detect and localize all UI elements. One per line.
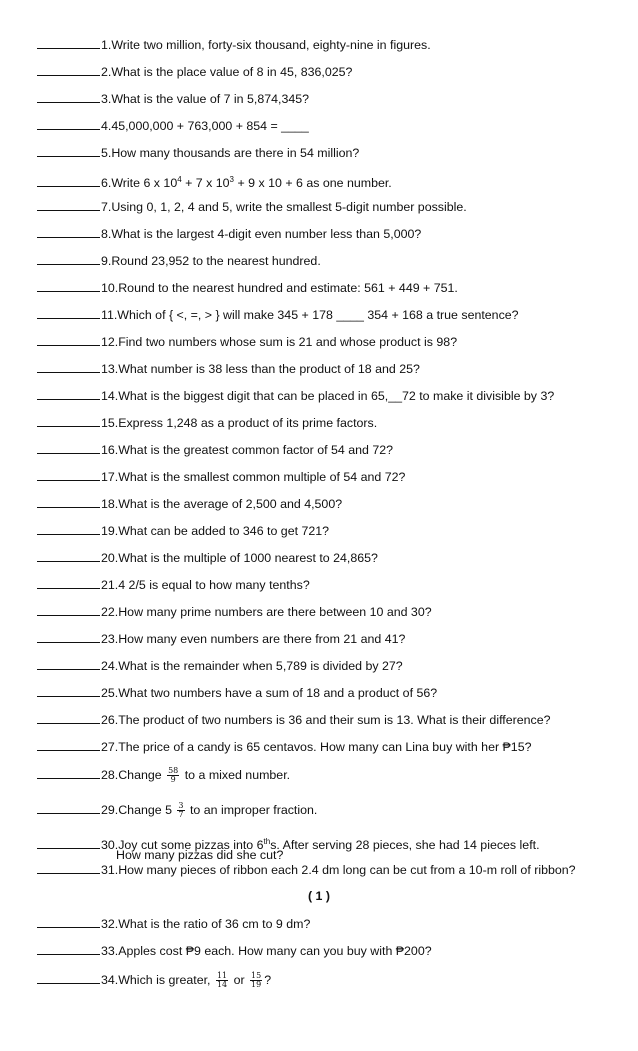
question-19: 19.What can be added to 346 to get 721? [37, 523, 329, 539]
question-11: 11.Which of { <, =, > } will make 345 + 178 ____ 354 + 168 a true sentence? [37, 307, 519, 323]
question-10: 10.Round to the nearest hundred and estimate: 561 + 449 + 751. [37, 280, 458, 296]
answer-blank[interactable] [37, 767, 100, 779]
answer-blank[interactable] [37, 658, 100, 670]
answer-blank[interactable] [37, 226, 100, 238]
answer-blank[interactable] [37, 307, 100, 319]
answer-blank[interactable] [37, 280, 100, 292]
question-31: 31.How many pieces of ribbon each 2.4 dm long can be cut from a 10-m roll of ribbon? [37, 862, 576, 878]
question-16: 16.What is the greatest common factor of 54 and 72? [37, 442, 393, 458]
question-1: 1.Write two million, forty-six thousand, eighty-nine in figures. [37, 37, 431, 53]
question-34: 34.Which is greater, $\frac{11}{14}$ or $\frac{15}{19}$ ? [37, 972, 271, 989]
question-5: 5.How many thousands are there in 54 million? [37, 145, 359, 161]
answer-blank[interactable] [37, 550, 100, 562]
question-9: 9.Round 23,952 to the nearest hundred. [37, 253, 321, 269]
question-33: 33.Apples cost ₱9 each. How many can you buy with ₱200? [37, 943, 432, 959]
answer-blank[interactable] [37, 145, 100, 157]
question-29: 29.Change 5 $\frac{3}{7}$ to an improper fraction. [37, 802, 317, 819]
question-30-continuation: How many pizzas did she cut? [116, 848, 284, 862]
answer-blank[interactable] [37, 802, 100, 814]
question-25: 25.What two numbers have a sum of 18 and a product of 56? [37, 685, 437, 701]
fraction: $\frac{3}{7}$ [178, 801, 184, 820]
answer-blank[interactable] [37, 685, 100, 697]
answer-blank[interactable] [37, 496, 100, 508]
answer-blank[interactable] [37, 837, 100, 849]
answer-blank[interactable] [37, 916, 100, 928]
answer-blank[interactable] [37, 523, 100, 535]
fraction: $\frac{11}{14}$ [216, 971, 228, 990]
question-32: 32.What is the ratio of 36 cm to 9 dm? [37, 916, 310, 932]
question-7: 7.Using 0, 1, 2, 4 and 5, write the smallest 5-digit number possible. [37, 199, 467, 215]
answer-blank[interactable] [37, 415, 100, 427]
answer-blank[interactable] [37, 199, 100, 211]
answer-blank[interactable] [37, 361, 100, 373]
answer-blank[interactable] [37, 118, 100, 130]
question-26: 26.The product of two numbers is 36 and their sum is 13. What is their difference? [37, 712, 551, 728]
answer-blank[interactable] [37, 388, 100, 400]
question-18: 18.What is the average of 2,500 and 4,500? [37, 496, 342, 512]
question-30: 30.Joy cut some pizzas into 6ths. After serving 28 pieces, she had 14 pieces left. [37, 834, 540, 853]
question-24: 24.What is the remainder when 5,789 is divided by 27? [37, 658, 403, 674]
question-17: 17.What is the smallest common multiple of 54 and 72? [37, 469, 405, 485]
question-13: 13.What number is 38 less than the product of 18 and 25? [37, 361, 420, 377]
fraction: $\frac{58}{9}$ [168, 766, 179, 785]
question-23: 23.How many even numbers are there from 21 and 41? [37, 631, 405, 647]
answer-blank[interactable] [37, 631, 100, 643]
answer-blank[interactable] [37, 972, 100, 984]
question-4: 4.45,000,000 + 763,000 + 854 = ____ [37, 118, 309, 134]
answer-blank[interactable] [37, 862, 100, 874]
question-3: 3.What is the value of 7 in 5,874,345? [37, 91, 309, 107]
question-14: 14.What is the biggest digit that can be placed in 65,__72 to make it divisible by 3? [37, 388, 554, 404]
answer-blank[interactable] [37, 712, 100, 724]
answer-blank[interactable] [37, 577, 100, 589]
page-number: ( 1 ) [307, 889, 331, 903]
question-20: 20.What is the multiple of 1000 nearest to 24,865? [37, 550, 378, 566]
answer-blank[interactable] [37, 37, 100, 49]
answer-blank[interactable] [37, 469, 100, 481]
answer-blank[interactable] [37, 334, 100, 346]
answer-blank[interactable] [37, 739, 100, 751]
question-22: 22.How many prime numbers are there between 10 and 30? [37, 604, 432, 620]
question-12: 12.Find two numbers whose sum is 21 and whose product is 98? [37, 334, 457, 350]
answer-blank[interactable] [37, 175, 100, 187]
question-28: 28.Change $\frac{58}{9}$ to a mixed number. [37, 767, 290, 784]
question-8: 8.What is the largest 4-digit even number less than 5,000? [37, 226, 421, 242]
answer-blank[interactable] [37, 604, 100, 616]
question-2: 2.What is the place value of 8 in 45, 836,025? [37, 64, 352, 80]
answer-blank[interactable] [37, 442, 100, 454]
question-15: 15.Express 1,248 as a product of its prime factors. [37, 415, 377, 431]
answer-blank[interactable] [37, 91, 100, 103]
question-6: 6.Write 6 x $10^4 + 7$ x $10^3 + 9$ x 10 + 6 as one number. [37, 172, 392, 191]
question-21: 21.4 2/5 is equal to how many tenths? [37, 577, 310, 593]
answer-blank[interactable] [37, 253, 100, 265]
answer-blank[interactable] [37, 943, 100, 955]
fraction: $\frac{15}{19}$ [251, 971, 262, 990]
question-27: 27.The price of a candy is 65 centavos. How many can Lina buy with her ₱15? [37, 739, 531, 755]
answer-blank[interactable] [37, 64, 100, 76]
